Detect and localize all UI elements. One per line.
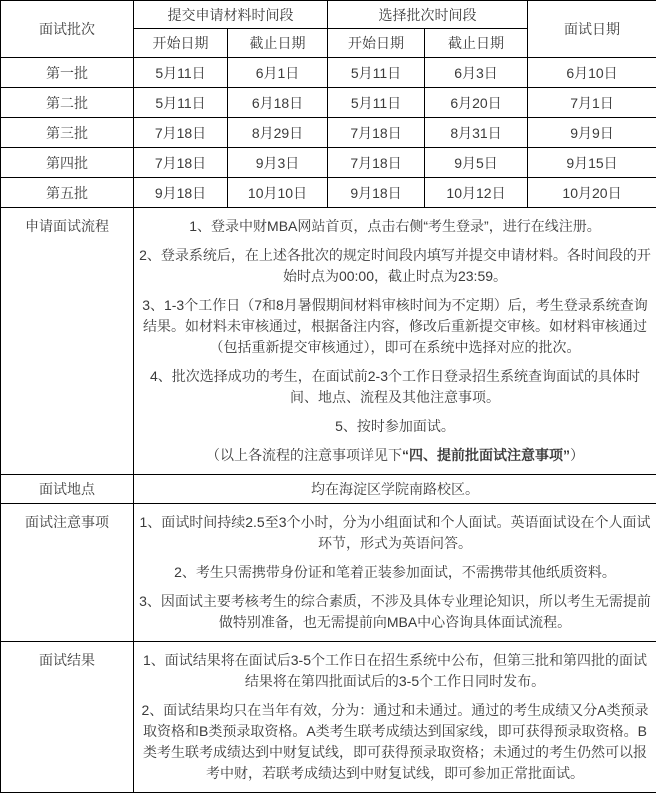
batch-name: 第一批 (1, 58, 134, 88)
results-label: 面试结果 (1, 642, 134, 793)
results-row (1, 642, 656, 793)
interview-date: 9月9日 (528, 118, 656, 148)
batch-row-5 (1, 178, 656, 208)
select-start-date: 7月18日 (328, 118, 425, 148)
batch-name: 第三批 (1, 118, 134, 148)
process-note (137, 445, 653, 466)
select-start-date: 5月11日 (328, 58, 425, 88)
process-step: 1、登录中财MBA网站首页，点击右侧“考生登录”，进行在线注册。 (137, 216, 653, 237)
select-end-date: 8月31日 (425, 118, 528, 148)
select-end-date: 6月3日 (425, 58, 528, 88)
notes-body (134, 504, 656, 642)
notes-label: 面试注意事项 (1, 504, 134, 642)
results-body (134, 642, 656, 793)
batch-name: 第二批 (1, 88, 134, 118)
notes-item: 1、面试时间持续2.5至3个小时，分为小组面试和个人面试。英语面试设在个人面试环节，形式为英语问答。 (137, 512, 653, 554)
header-select-period: 选择批次时间段 (328, 1, 528, 29)
select-start-date: 9月18日 (328, 178, 425, 208)
submit-start-date: 7月18日 (134, 118, 228, 148)
process-step: 3、1-3个工作日（7和8月暑假期间材料审核时间为不定期）后，考生登录系统查询结果。如材料未审核通过，根据备注内容，修改后重新提交审核。如材料审核通过（包括重新提交审核通过），即可在系统中选择对应的批次。 (137, 295, 653, 358)
submit-start-date: 5月11日 (134, 58, 228, 88)
interview-date: 9月15日 (528, 148, 656, 178)
location-body (134, 475, 656, 504)
process-note-suffix: ） (570, 447, 584, 463)
submit-start-date: 5月11日 (134, 88, 228, 118)
process-step: 2、登录系统后，在上述各批次的规定时间段内填写并提交申请材料。各时间段的开始时点为00:00，截止时点为23:59。 (137, 245, 653, 287)
header-submit-end: 截止日期 (228, 29, 328, 58)
process-note-bold: “四、提前批面试注意事项” (402, 447, 570, 463)
submit-end-date: 6月1日 (228, 58, 328, 88)
process-row (1, 208, 656, 475)
interview-date: 7月1日 (528, 88, 656, 118)
select-end-date: 9月5日 (425, 148, 528, 178)
submit-start-date: 7月18日 (134, 148, 228, 178)
process-label: 申请面试流程 (1, 208, 134, 475)
process-body (134, 208, 656, 475)
interview-date: 10月20日 (528, 178, 656, 208)
header-row-1 (1, 1, 656, 29)
notes-row (1, 504, 656, 642)
interview-date: 6月10日 (528, 58, 656, 88)
location-row (1, 475, 656, 504)
submit-end-date: 10月10日 (228, 178, 328, 208)
header-select-end: 截止日期 (425, 29, 528, 58)
select-start-date: 7月18日 (328, 148, 425, 178)
submit-end-date: 9月3日 (228, 148, 328, 178)
select-start-date: 5月11日 (328, 88, 425, 118)
batch-name: 第四批 (1, 148, 134, 178)
header-submit-start: 开始日期 (134, 29, 228, 58)
header-interview-date: 面试日期 (528, 1, 656, 58)
header-submit-period: 提交申请材料时间段 (134, 1, 328, 29)
submit-start-date: 9月18日 (134, 178, 228, 208)
process-step: 5、按时参加面试。 (137, 416, 653, 437)
notes-item: 3、因面试主要考核考生的综合素质，不涉及具体专业理论知识，所以考生无需提前做特别准备，也无需提前向MBA中心咨询具体面试流程。 (137, 591, 653, 633)
results-item: 2、面试结果均只在当年有效，分为：通过和未通过。通过的考生成绩又分A类预录取资格和B类预录取资格。A类考生联考成绩达到国家线，即可获得预录取资格。B类考生联考成绩达到中财复试线，即可获得预录取资格；未通过的考生仍然可以报考中财，若联考成绩达到中财复试线，即可参加正常批面试。 (137, 700, 653, 784)
batch-row-3 (1, 118, 656, 148)
batch-row-1 (1, 58, 656, 88)
submit-end-date: 6月18日 (228, 88, 328, 118)
results-item: 1、面试结果将在面试后3-5个工作日在招生系统中公布，但第三批和第四批的面试结果将在第四批面试后的3-5个工作日同时发布。 (137, 650, 653, 692)
location-label: 面试地点 (1, 475, 134, 504)
select-end-date: 6月20日 (425, 88, 528, 118)
location-text: 均在海淀区学院南路校区。 (137, 479, 653, 500)
batch-row-2 (1, 88, 656, 118)
notes-item: 2、考生只需携带身份证和笔着正装参加面试，不需携带其他纸质资料。 (137, 562, 653, 583)
header-batch: 面试批次 (1, 1, 134, 58)
header-select-start: 开始日期 (328, 29, 425, 58)
process-step: 4、批次选择成功的考生，在面试前2-3个工作日登录招生系统查询面试的具体时间、地点、流程及其他注意事项。 (137, 366, 653, 408)
submit-end-date: 8月29日 (228, 118, 328, 148)
process-note-prefix: （以上各流程的注意事项详见下 (206, 447, 402, 463)
batch-row-4 (1, 148, 656, 178)
select-end-date: 10月12日 (425, 178, 528, 208)
batch-name: 第五批 (1, 178, 134, 208)
